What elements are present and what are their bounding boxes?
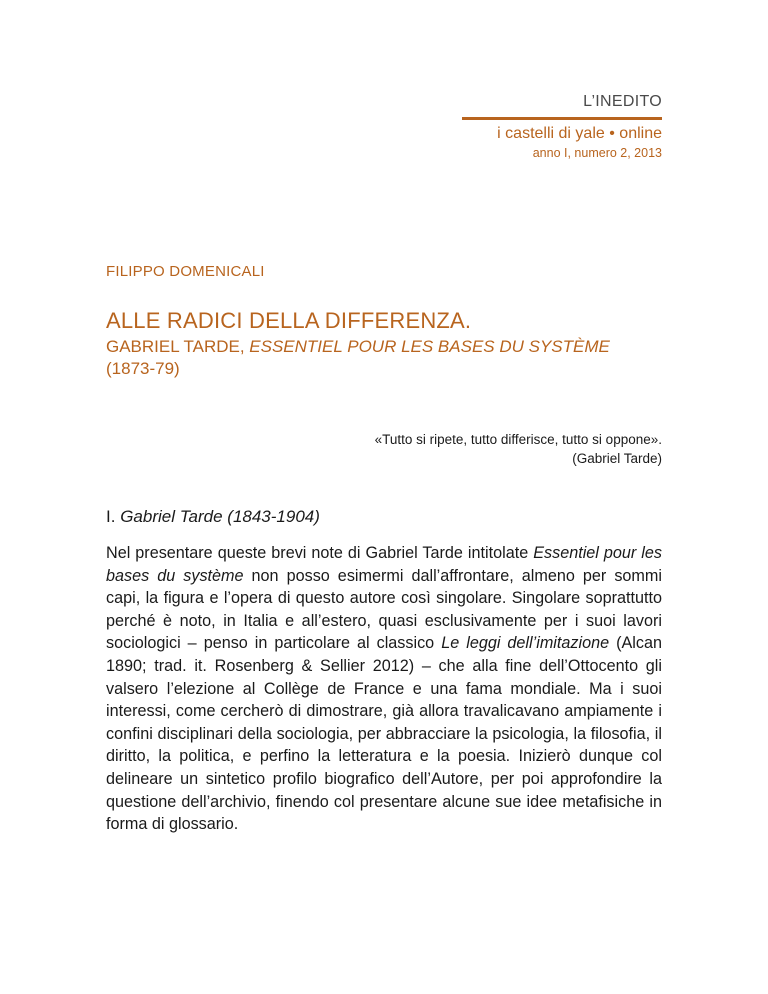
article-subtitle (106, 336, 666, 380)
journal-suffix: online (619, 125, 662, 142)
section-heading (106, 507, 320, 527)
subtitle-work-title: ESSENTIEL POUR LES BASES DU SYSTÈME (249, 337, 610, 356)
epigraph-quote: «Tutto si ripete, tutto differisce, tutto si oppone». (374, 432, 662, 447)
journal-masthead (462, 93, 662, 160)
paragraph-text-2: non posso esimermi dall’affrontare, almeno per sommi capi, la figura e l’opera di questo autore così singolare. Singolare soprattutto perché è noto, in Italia e all’estero, quasi esclusivamente per i suoi lavori sociologici – penso in particolare al classico (106, 566, 662, 653)
epigraph-attribution: (Gabriel Tarde) (572, 451, 662, 466)
section-title: Gabriel Tarde (1843-1904) (120, 507, 320, 526)
journal-separator: • (609, 125, 615, 142)
journal-name (462, 124, 662, 144)
subtitle-dates: (1873-79) (106, 359, 180, 378)
masthead-rule (462, 117, 662, 120)
section-kicker: L’INEDITO (583, 93, 662, 110)
paragraph-italic-1: Essentiel pour les bases du système (106, 544, 662, 585)
section-number: I. (106, 507, 116, 526)
subtitle-prefix: GABRIEL TARDE, (106, 337, 250, 356)
paragraph-text-1: Nel presentare queste brevi note di Gabriel Tarde intitolate (106, 544, 534, 562)
body-paragraph (106, 542, 662, 836)
issue-info: anno I, numero 2, 2013 (532, 146, 662, 160)
article-title: ALLE RADICI DELLA DIFFERENZA. (106, 308, 472, 333)
paragraph-italic-2: Le leggi dell’imitazione (441, 634, 610, 653)
paragraph-text-3: (Alcan 1890; trad. it. Rosenberg & Sellier 2012) – che alla fine dell’Ottocento gli valsero l’elezione al Collège de France e una fama mondiale. Ma i suoi interessi, come cercherò di dimostrare, già allora travalicavano ampiamente i confini disciplinari della sociologia, per abbracciare la psicologia, la filosofia, il diritto, la politica, e perfino la letteratura e la poesia. Inizierò dunque col delineare un sintetico profilo biografico dell’Autore, per poi approfondire la questione dell’archivio, finendo col presentare alcune sue idee metafisiche in forma di glossario. (106, 634, 663, 834)
epigraph (375, 430, 662, 468)
article-author: FILIPPO DOMENICALI (106, 263, 265, 280)
journal-title: i castelli di yale (497, 125, 605, 142)
